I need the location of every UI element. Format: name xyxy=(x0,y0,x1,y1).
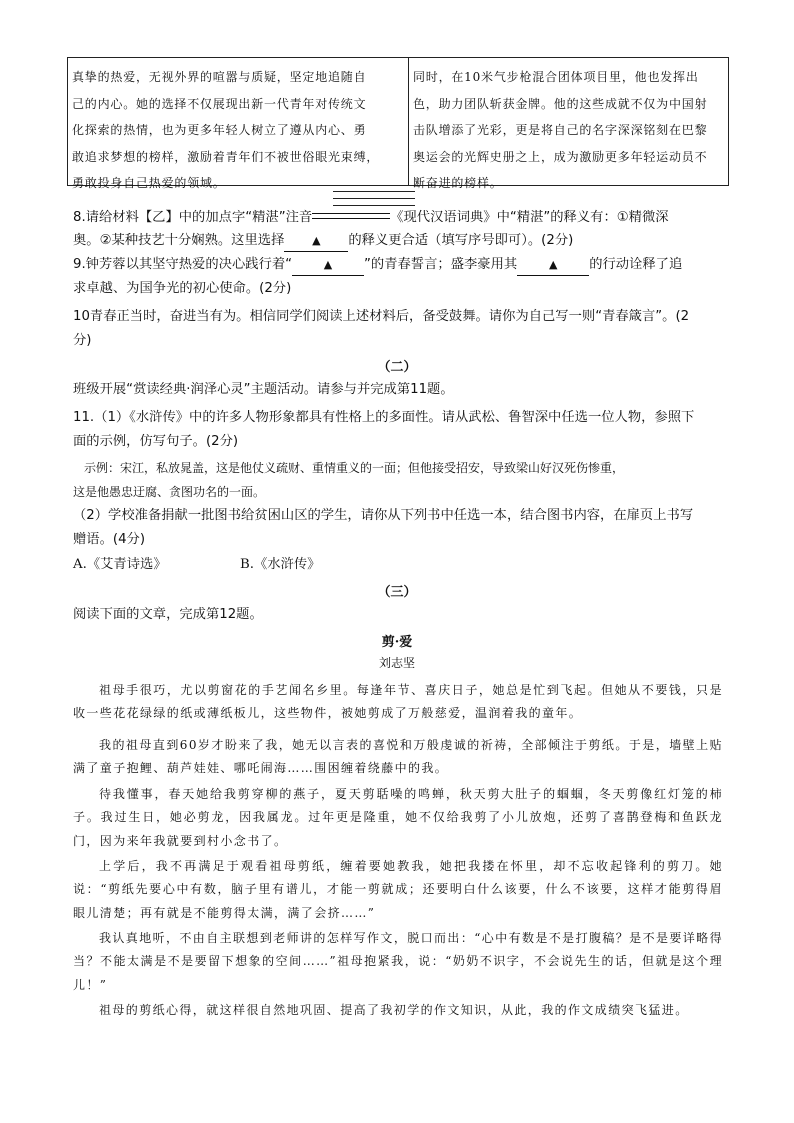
material-left-line: 真挚的热爱，无视外界的喧嚣与质疑，坚定地追随自 xyxy=(72,70,367,84)
article-paragraph: 上学后，我不再满足于观看祖母剪纸，缠着要她教我，她把我搂在怀里，却不忘收起锋利的剪刀。她说：“剪纸先要心中有数，脑子里有谱儿，才能一剪就成；还要明白什么该要，什么不该要，这样才能剪得眉眼儿清楚；再有就是不能剪得太满，满了会挤……” xyxy=(73,859,723,920)
blank-marker: ▲ xyxy=(323,258,333,271)
section-3-intro: 阅读下面的文章，完成第12题。 xyxy=(73,607,263,622)
question-8-text: 奥。②某种技艺十分娴熟。这里选择 xyxy=(73,233,285,248)
section-2-heading: （二） xyxy=(377,360,417,375)
question-9-text: 9.钟芳蓉以其坚守热爱的决心践行着“ xyxy=(73,257,293,272)
decorative-rule xyxy=(333,205,415,206)
material-right-line: 断奋进的榜样。 xyxy=(412,176,503,191)
article-title: 剪·爱 xyxy=(381,635,413,650)
material-left-line: 化探索的热情，也为更多年轻人树立了遵从内心、勇 xyxy=(72,123,367,138)
material-right-cell xyxy=(409,58,728,191)
article-paragraph: 祖母的剪纸心得，就这样很自然地巩固、提高了我初学的作文知识，从此，我的作文成绩突飞猛进。 xyxy=(99,1003,689,1017)
material-right-line: 同时，在10米气步枪混合团体项目里，他也发挥出 xyxy=(412,70,699,84)
material-right-line: 击队增添了光彩，更是将自己的名字深深铭刻在巴黎 xyxy=(412,123,708,138)
question-8-line2 xyxy=(73,231,573,252)
section-3-heading: （三） xyxy=(377,585,417,600)
option-a: A.《艾青诗选》 xyxy=(73,557,167,572)
question-9-text: ”的青春誓言；盛李豪用其 xyxy=(364,257,518,272)
question-10-line2: 分) xyxy=(73,333,92,348)
material-right-line: 奥运会的光辉史册之上，成为激励更多年轻运动员不 xyxy=(412,149,708,164)
question-8-text: 8.请给材料【乙】中的加点字“精湛”注音 xyxy=(73,210,313,225)
article-paragraph: 待我懂事，春天她给我剪穿柳的燕子，夏天剪聒噪的鸣蝉，秋天剪大肚子的蝈蝈，冬天剪像红灯笼的柿子。我过生日，她必剪龙，因我属龙。过年更是隆重，她不仅给我剪了小儿放炮，还剪了喜鹊登梅和鱼跃龙门，因为来年我就要到村小念书了。 xyxy=(73,787,723,848)
blank-marker: ▲ xyxy=(312,234,321,247)
answer-blank[interactable] xyxy=(284,231,348,252)
material-left-cell xyxy=(68,58,409,191)
example-line2: 这是他愚忠迂腐、贪图功名的一面。 xyxy=(73,485,266,499)
answer-blank[interactable] xyxy=(312,209,390,221)
material-left-line: 勇敢投身自己热爱的领域。 xyxy=(72,176,226,191)
answer-blank[interactable] xyxy=(292,255,364,276)
article-paragraph: 我的祖母直到60岁才盼来了我，她无以言表的喜悦和万般虔诚的祈祷，全部倾注于剪纸。于是，墙壁上贴满了童子抱鲤、葫芦娃娃、哪吒闹海……围困缠着绕藤中的我。 xyxy=(73,738,723,776)
article-paragraph: 我认真地听，不由自主联想到老师讲的怎样写作文，脱口而出：“心中有数是不是打腹稿？是不是要详略得当？不能太满是不是要留下想象的空间……”祖母抱紧我，说：“奶奶不识字，不会说先生的话，但就是这个理儿！” xyxy=(73,931,723,992)
material-table xyxy=(67,57,729,191)
question-8-text-cont: 《现代汉语词典》中“精湛”的释义有：①精微深 xyxy=(390,210,669,225)
decorative-rule xyxy=(333,198,415,199)
option-b: B.《水浒传》 xyxy=(240,557,321,572)
material-right-line: 色，助力团队斩获金牌。他的这些成就不仅为中国射 xyxy=(412,96,708,111)
material-left-line: 敢追求梦想的榜样，激励着青年们不被世俗眼光束缚， xyxy=(72,149,380,164)
question-11-2-line2: 赠语。(4分) xyxy=(73,532,146,547)
article-author: 刘志坚 xyxy=(378,656,415,670)
question-9-line2: 求卓越、为国争光的初心使命。(2分) xyxy=(73,281,292,296)
question-11-1-line1: 11.（1）《水浒传》中的许多人物形象都具有性格上的多面性。请从武松、鲁智深中任选一位人物，参照下 xyxy=(73,410,695,425)
material-left-line: 己的内心。她的选择不仅展现出新一代青年对传统文 xyxy=(72,96,367,111)
question-9-text: 的行动诠释了追 xyxy=(589,257,683,272)
example-line1: 示例：宋江，私放晁盖，这是他仗义疏财、重情重义的一面；但他接受招安，导致梁山好汉死伤惨重， xyxy=(84,461,625,475)
article-paragraph: 祖母手很巧，尤以剪窗花的手艺闻名乡里。每逢年节、喜庆日子，她总是忙到飞起。但她从不要钱，只是收一些花花绿绿的纸或薄纸板儿，这些物件，被她剪成了万般慈爱，温润着我的童年。 xyxy=(73,683,723,721)
question-8-text: 的释义更合适（填写序号即可）。(2分) xyxy=(348,233,574,248)
question-11-2-line1: （2）学校准备捐献一批图书给贫困山区的学生，请你从下列书中任选一本，结合图书内容，在扉页上书写 xyxy=(73,508,694,523)
decorative-rule xyxy=(333,191,415,192)
question-9-line1 xyxy=(73,255,682,276)
question-10-line1: 10青春正当时，奋进当有为。相信同学们阅读上述材料后，备受鼓舞。请你为自己写一则“青春箴言”。(2 xyxy=(73,309,690,324)
question-11-1-line2: 面的示例，仿写句子。(2分) xyxy=(73,434,239,449)
question-8-line1 xyxy=(73,208,669,228)
section-2-intro: 班级开展“赏读经典·润泽心灵”主题活动。请参与并完成第11题。 xyxy=(73,382,454,397)
answer-blank[interactable] xyxy=(517,255,589,276)
blank-marker: ▲ xyxy=(548,258,558,271)
